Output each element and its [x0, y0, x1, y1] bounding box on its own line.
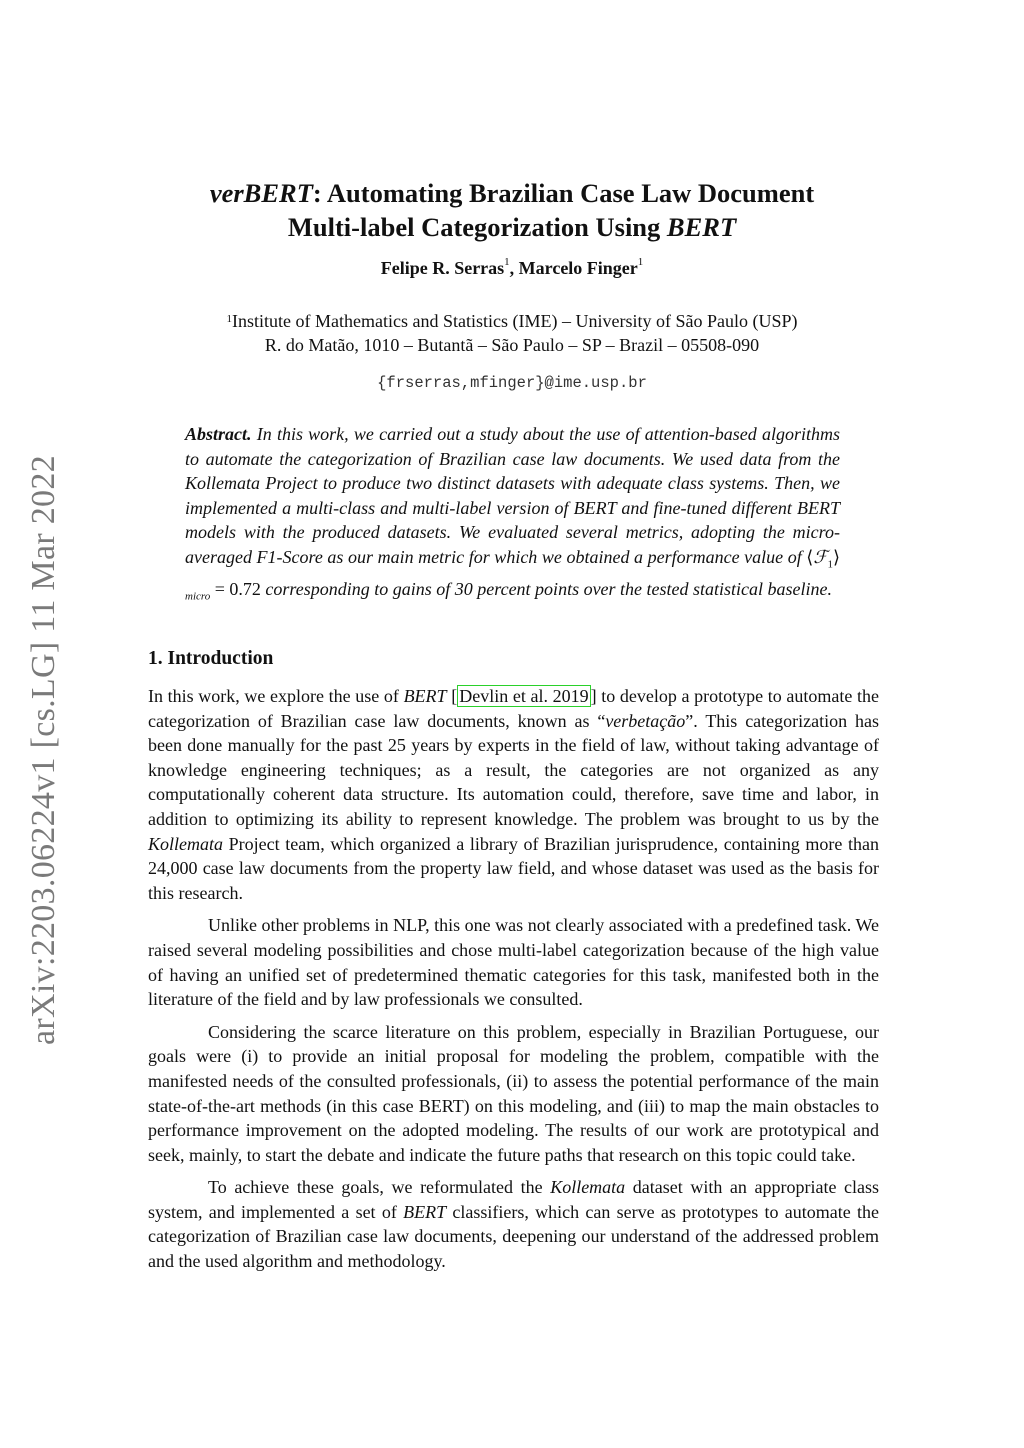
citation-link-devlin[interactable]: Devlin et al. 2019 [459, 686, 589, 706]
introduction-body [148, 684, 879, 1282]
abstract-text-2: corresponding to gains of 30 percent points over the tested statistical baseline. [260, 579, 833, 600]
bert-term-2: BERT [403, 1201, 447, 1222]
arxiv-sidebar [14, 450, 74, 1050]
author-1: Felipe R. Serras [380, 258, 505, 278]
title-line-2 [150, 210, 874, 244]
paper-title [150, 176, 874, 244]
affiliation-line-2: R. do Matão, 1010 – Butantã – São Paulo – SP – Brazil – 05508-090 [264, 335, 760, 355]
abstract-label: Abstract. [185, 424, 252, 444]
affiliation-mark: 1 [226, 313, 233, 325]
abstract [185, 422, 840, 609]
affiliation [150, 309, 874, 357]
bert-term: BERT [403, 686, 447, 706]
affiliation-line-1: $^1$Institute of Mathematics and Statistics (IME) – University of São Paulo (USP) [226, 311, 798, 331]
paragraph-3: Considering the scarce literature on this problem, especially in Brazilian Portuguese, our goals were (i) to provide an initial proposal for modeling the problem, compatible with the manifested needs of the consulted professionals, (ii) to assess the potential performance of the main state-of-the-art methods (in this case BERT) on this modeling, and (iii) to map the main obstacles to performance improvement on the adopted modeling. The results of our work are prototypical and seek, mainly, to start the debate and indicate the future paths that research on this topic could take. [148, 1021, 879, 1165]
author-2: Marcelo Finger [518, 258, 638, 278]
f1-micro-formula: $⟨ℱ_1⟩_{micro} = 0.72$ [185, 546, 840, 603]
abstract-text-1: In this work, we carried out a study about the use of attention-based algorithms to automate the categorization of Brazilian case law documents. We used data from the Kollemata Project to produce two distinct datasets with adequate class systems. Then, we implemented a multi-class and multi-label version of BERT and fine-tuned different BERT models with the produced datasets. We evaluated several metrics, adopting the micro-averaged F1-Score as our main metric for which we obtained a performance value of [185, 424, 840, 567]
title-rest: : Automating Brazilian Case Law Document [312, 178, 815, 208]
paragraph-1: In this work, we explore the use of BERT [ Devlin et al. 2019 ] to develop a prototype to automate the categorization of Brazilian case law documents, known as “verbetação”. This categorization has been done manually for the past 25 years by experts in the field of law, without taking advantage of knowledge engineering techniques; as a result, the categories are not organized as any computationally coherent data structure. Its automation could, therefore, save time and labor, in addition to optimizing its ability to represent knowledge. The problem was brought to us by the Kollemata Project team, which organized a library of Brazilian jurisprudence, containing more than 24,000 case law documents from the property law field, and whose dataset was used as the basis for this research. [148, 686, 879, 903]
author-1-mark: 1 [504, 256, 510, 268]
title-bert: BERT [666, 212, 737, 242]
section-heading-introduction: 1. Introduction [148, 648, 274, 669]
verbetacao-term: verbetação [605, 710, 686, 731]
title-line2-text: Multi-label Categorization Using [287, 212, 667, 242]
author-2-mark: 1 [637, 256, 644, 268]
title-verbert: verBERT [209, 178, 313, 208]
paragraph-2: Unlike other problems in NLP, this one was not clearly associated with a predefined task. We raised several modeling possibilities and chose multi-label categorization because of the high value of having an unified set of predetermined thematic categories for this task, manifested both in the literature of the field and by law professionals we consulted. [148, 915, 879, 1010]
title-line-1 [150, 176, 874, 210]
author-email: {frserras,mfinger}@ime.usp.br [377, 374, 647, 392]
f1-micro-value: 0.72 [229, 579, 261, 600]
arxiv-identifier: arXiv:2203.06224v1 [cs.LG] 11 Mar 2022 [25, 455, 62, 1045]
kollemata-term: Kollemata [148, 833, 223, 854]
paragraph-4: To achieve these goals, we reformulated the Kollemata dataset with an appropriate class system, and implemented a set of BERT classifiers, which can serve as prototypes to automate the categorization of Brazilian case law documents, deepening our understand of the addressed problem and the used algorithm and methodology. [148, 1177, 880, 1272]
authors: Felipe R. Serras$^1$, Marcelo Finger$^1$ [380, 256, 644, 278]
kollemata-term-2: Kollemata [550, 1177, 626, 1198]
